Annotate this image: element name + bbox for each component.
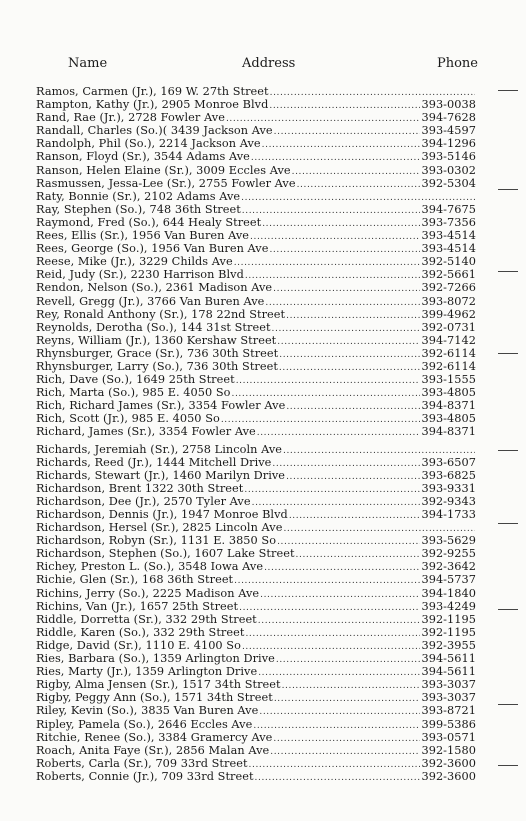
entry-name-address: Richardson, Brent 1322 30th Street	[36, 481, 244, 495]
dot-leader	[282, 680, 421, 691]
dot-leader	[252, 497, 421, 508]
entry-name-address: Roberts, Connie (Jr.), 709 33rd Street	[36, 769, 254, 783]
entry-phone: 399-5386	[421, 717, 476, 731]
entry-name-address: Ray, Stephen (So.), 748 36th Street	[36, 202, 241, 216]
entry-phone: 393-4514	[421, 242, 476, 256]
address-column-header: Address	[242, 56, 296, 71]
entry-phone: 394-1733	[421, 508, 476, 521]
entry-name-address: Randall, Charles (So.)( 3439 Jackson Ave	[36, 124, 273, 138]
dot-leader	[260, 589, 420, 600]
entry-name-address: Rey, Ronald Anthony (Sr.), 178 22nd Street	[36, 307, 286, 321]
directory-entry	[36, 626, 476, 639]
entry-name-address: Richins, Van (Jr.), 1657 25th Street	[36, 599, 239, 613]
entry-phone: 392-6114	[421, 359, 476, 373]
dot-leader	[226, 113, 421, 124]
dot-leader	[236, 375, 421, 386]
entry-phone: 393-0302	[421, 163, 476, 177]
dot-leader	[234, 257, 421, 268]
directory-entry	[36, 321, 476, 334]
dot-leader	[258, 667, 420, 678]
entry-name-address: Roberts, Carla (Sr.), 709 33rd Street	[36, 756, 248, 770]
entry-phone: 399-4962	[421, 307, 476, 321]
dot-leader	[273, 733, 420, 744]
entry-phone: 394-5611	[421, 652, 476, 666]
margin-mark	[498, 609, 518, 610]
entry-name-address: Rigby, Alma Jensen (Sr.), 1517 34th Street	[36, 678, 281, 692]
margin-mark	[498, 523, 518, 524]
directory-entry	[36, 177, 476, 190]
directory-entry	[36, 216, 476, 229]
entry-phone: 394-5737	[421, 573, 476, 587]
directory-entry	[36, 757, 476, 770]
dot-leader	[292, 166, 421, 177]
entry-name-address: Ripley, Pamela (So.), 2646 Eccles Ave	[36, 717, 253, 731]
dot-leader	[277, 536, 420, 547]
directory-entry	[36, 360, 476, 373]
directory-entry	[36, 731, 476, 744]
dot-leader	[270, 746, 420, 757]
entry-phone: 393-6825	[421, 468, 476, 482]
name-column-header: Name	[68, 56, 108, 71]
dot-leader	[241, 192, 475, 203]
entry-phone: 394-8371	[421, 425, 476, 439]
directory-entry	[36, 399, 476, 412]
dot-leader	[259, 706, 420, 717]
dot-leader	[276, 654, 421, 665]
entry-name-address: Ritchie, Renee (So.), 3384 Gramercy Ave	[36, 730, 273, 744]
entry-name-address: Richey, Preston L. (So.), 3548 Iowa Ave	[36, 560, 264, 574]
entry-name-address: Ramos, Carmen (Jr.), 169 W. 27th Street	[36, 85, 269, 98]
directory-entry	[36, 124, 476, 137]
entry-phone: 394-8371	[421, 399, 476, 413]
column-header	[36, 56, 478, 74]
directory-entry	[36, 639, 476, 652]
directory-entry	[36, 704, 476, 717]
entry-name-address: Richardson, Hersel (Sr.), 2825 Lincoln Ave	[36, 521, 283, 535]
directory-entry	[36, 508, 476, 521]
entry-phone: 392-3642	[421, 560, 476, 574]
entry-name-address: Richards, Jeremiah (Sr.), 2758 Lincoln Ave	[36, 442, 282, 456]
dot-leader	[245, 628, 420, 639]
dot-leader	[239, 602, 420, 613]
entry-phone: 393-8072	[421, 294, 476, 308]
directory-entry	[36, 242, 476, 255]
dot-leader	[244, 484, 420, 495]
directory-entry	[36, 521, 476, 534]
directory-entry	[36, 678, 476, 691]
dot-leader	[262, 139, 421, 150]
dot-leader	[279, 362, 421, 373]
dot-leader	[272, 323, 421, 334]
margin-mark	[498, 450, 518, 451]
entry-name-address: Rhynsburger, Grace (Sr.), 736 30th Street	[36, 346, 279, 360]
entry-phone: 393-4249	[421, 599, 476, 613]
directory-entry	[36, 373, 476, 386]
dot-leader	[296, 549, 421, 560]
directory-entry	[36, 691, 476, 704]
entry-name-address: Rich, Richard James (Sr.), 3354 Fowler Ave	[36, 399, 286, 413]
phone-column-header: Phone	[436, 56, 478, 71]
directory-entry	[36, 164, 476, 177]
directory-entry	[36, 98, 476, 111]
entry-phone: 393-1555	[421, 373, 476, 387]
dot-leader	[297, 179, 421, 190]
dot-leader	[249, 759, 421, 770]
entry-phone: 393-8721	[421, 704, 476, 718]
directory-entry	[36, 150, 476, 163]
entry-name-address: Rees, Ellis (Sr.), 1956 Van Buren Ave	[36, 229, 250, 243]
entry-phone: 392-1195	[421, 625, 476, 639]
entry-name-address: Reyns, William (Jr.), 1360 Kershaw Street	[36, 333, 277, 347]
entry-phone: 393-9331	[421, 481, 476, 495]
entry-name-address: Rampton, Kathy (Jr.), 2905 Monroe Blvd	[36, 98, 269, 112]
entry-phone: 393-5146	[421, 150, 476, 164]
directory-entry	[36, 281, 476, 294]
entry-phone: 392-1580	[421, 743, 476, 757]
entry-name-address: Randolph, Phil (So.), 2214 Jackson Ave	[36, 137, 261, 151]
entry-name-address: Richardson, Robyn (Sr.), 1131 E. 3850 So	[36, 534, 277, 548]
entry-name-address: Richards, Stewart (Jr.), 1460 Marilyn Drive	[36, 468, 286, 482]
dot-leader	[250, 231, 420, 242]
directory-entry	[36, 587, 476, 600]
dot-leader	[265, 297, 420, 308]
dot-leader	[242, 641, 421, 652]
entry-phone: 392-7266	[421, 281, 476, 295]
directory-entry	[36, 255, 476, 268]
margin-mark	[498, 90, 518, 91]
entry-name-address: Riley, Kevin (So.), 3835 Van Buren Ave	[36, 704, 259, 718]
dot-leader	[270, 87, 475, 98]
directory-entry	[36, 203, 476, 216]
margin-mark	[498, 765, 518, 766]
dot-leader	[234, 575, 420, 586]
directory-entry	[36, 744, 476, 757]
entry-phone: 392-3600	[421, 756, 476, 770]
entry-name-address: Rich, Marta (So.), 985 E. 4050 So	[36, 386, 231, 400]
entry-phone: 392-5140	[421, 255, 476, 269]
directory-entry	[36, 482, 476, 495]
entry-name-address: Rasmussen, Jessa-Lee (Sr.), 2755 Fowler Ave	[36, 176, 296, 190]
entry-name-address: Rich, Scott (Jr.), 985 E. 4050 So	[36, 412, 220, 426]
dot-leader	[277, 336, 420, 347]
directory-entry	[36, 229, 476, 242]
margin-marks	[498, 0, 520, 821]
entry-phone: 393-3037	[421, 691, 476, 705]
directory-entry	[36, 386, 476, 399]
dot-leader	[283, 523, 475, 534]
entry-name-address: Richins, Jerry (So.), 2225 Madison Ave	[36, 586, 260, 600]
margin-mark	[498, 704, 518, 705]
dot-leader	[257, 427, 421, 438]
dot-leader	[286, 401, 420, 412]
dot-leader	[273, 283, 420, 294]
entry-phone: 393-4805	[421, 386, 476, 400]
entry-phone: 392-9255	[421, 547, 476, 561]
directory-entry	[36, 560, 476, 573]
entry-phone: 393-0038	[421, 98, 476, 112]
dot-leader	[272, 458, 420, 469]
entry-name-address: Richard, James (Sr.), 3354 Fowler Ave	[36, 425, 256, 439]
dot-leader	[264, 562, 420, 573]
directory-entry	[36, 456, 476, 469]
entry-name-address: Riddle, Dorretta (Sr.), 332 29th Street	[36, 612, 257, 626]
entry-phone: 393-7356	[421, 215, 476, 229]
directory-list	[36, 85, 476, 783]
dot-leader	[255, 772, 421, 783]
entry-name-address: Reid, Judy (Sr.), 2230 Harrison Blvd	[36, 268, 244, 282]
dot-leader	[232, 388, 421, 399]
dot-leader	[274, 693, 421, 704]
directory-entry	[36, 443, 476, 456]
entry-phone: 394-7628	[421, 111, 476, 125]
entry-name-address: Ries, Barbara (So.), 1359 Arlington Drive	[36, 652, 275, 666]
dot-leader	[286, 471, 420, 482]
dot-leader	[283, 445, 475, 456]
entry-name-address: Richardson, Dennis (Jr.), 1947 Monroe Blvd	[36, 508, 288, 521]
directory-entry	[36, 495, 476, 508]
entry-phone: 394-1840	[421, 586, 476, 600]
margin-mark	[498, 353, 518, 354]
entry-phone: 392-5661	[421, 268, 476, 282]
entry-phone: 393-5629	[421, 534, 476, 548]
entry-name-address: Ranson, Helen Elaine (Sr.), 3009 Eccles Ave	[36, 163, 291, 177]
entry-name-address: Rich, Dave (So.), 1649 25th Street	[36, 373, 235, 387]
entry-name-address: Richards, Reed (Jr.), 1444 Mitchell Drive	[36, 455, 272, 469]
entry-name-address: Rendon, Nelson (So.), 2361 Madison Ave	[36, 281, 273, 295]
entry-name-address: Richardson, Stephen (So.), 1607 Lake Street	[36, 547, 295, 561]
entry-phone: 393-4514	[421, 229, 476, 243]
entry-name-address: Rigby, Peggy Ann (So.), 1571 34th Street	[36, 691, 273, 705]
directory-entry	[36, 652, 476, 665]
directory-entry	[36, 469, 476, 482]
entry-name-address: Raty, Bonnie (Sr.), 2102 Adams Ave	[36, 189, 241, 203]
directory-entry	[36, 665, 476, 678]
entry-name-address: Rhynsburger, Larry (So.), 736 30th Street	[36, 359, 278, 373]
directory-entry	[36, 334, 476, 347]
dot-leader	[269, 244, 420, 255]
entry-name-address: Richardson, Dee (Jr.), 2570 Tyler Ave	[36, 494, 251, 508]
entry-phone: 394-7142	[421, 333, 476, 347]
dot-leader	[279, 349, 420, 360]
dot-leader	[242, 205, 421, 216]
entry-name-address: Reese, Mike (Jr.), 3229 Childs Ave	[36, 255, 233, 269]
entry-name-address: Richie, Glen (Sr.), 168 36th Street	[36, 573, 234, 587]
directory-entry	[36, 308, 476, 321]
entry-name-address: Revell, Gregg (Jr.), 3766 Van Buren Ave	[36, 294, 265, 308]
directory-entry	[36, 613, 476, 626]
entry-name-address: Rand, Rae (Jr.), 2728 Fowler Ave	[36, 111, 225, 125]
entry-phone: 392-5304	[421, 176, 476, 190]
directory-entry	[36, 85, 476, 98]
directory-entry	[36, 137, 476, 150]
entry-name-address: Roach, Anita Faye (Sr.), 2856 Malan Ave	[36, 743, 270, 757]
entry-name-address: Ries, Marty (Jr.), 1359 Arlington Drive	[36, 665, 258, 679]
entry-phone: 392-3600	[421, 769, 476, 783]
dot-leader	[221, 414, 421, 425]
entry-name-address: Rees, George (So.), 1956 Van Buren Ave	[36, 242, 269, 256]
entry-phone: 392-1195	[421, 612, 476, 626]
directory-entry	[36, 534, 476, 547]
entry-phone: 393-3037	[421, 678, 476, 692]
entry-phone: 394-7675	[421, 202, 476, 216]
directory-entry	[36, 718, 476, 731]
entry-phone: 393-4805	[421, 412, 476, 426]
dot-leader	[262, 218, 420, 229]
margin-mark	[498, 271, 518, 272]
margin-mark	[498, 189, 518, 190]
directory-entry	[36, 412, 476, 425]
directory-entry	[36, 770, 476, 783]
entry-phone: 393-6507	[421, 455, 476, 469]
directory-entry	[36, 295, 476, 308]
dot-leader	[258, 615, 421, 626]
entry-phone: 394-5611	[421, 665, 476, 679]
directory-entry	[36, 600, 476, 613]
entry-phone: 392-9343	[421, 494, 476, 508]
entry-name-address: Riddle, Karen (So.), 332 29th Street	[36, 625, 245, 639]
directory-entry	[36, 573, 476, 586]
directory-entry	[36, 425, 476, 438]
directory-entry	[36, 268, 476, 281]
dot-leader	[274, 126, 421, 137]
entry-name-address: Ridge, David (Sr.), 1110 E. 4100 So	[36, 638, 241, 652]
directory-entry	[36, 190, 476, 203]
dot-leader	[289, 510, 421, 521]
entry-phone: 392-6114	[421, 346, 476, 360]
dot-leader	[245, 270, 421, 281]
entry-phone: 393-4597	[421, 124, 476, 138]
dot-leader	[253, 720, 420, 731]
dot-leader	[269, 100, 420, 111]
entry-phone: 393-0571	[421, 730, 476, 744]
entry-name-address: Reynolds, Derotha (So.), 144 31st Street	[36, 320, 271, 334]
directory-entry	[36, 547, 476, 560]
entry-phone: 394-1296	[421, 137, 476, 151]
entry-phone: 392-3955	[421, 638, 476, 652]
directory-entry	[36, 111, 476, 124]
dot-leader	[286, 310, 420, 321]
entry-name-address: Raymond, Fred (So.), 644 Healy Street	[36, 215, 262, 229]
entry-name-address: Ranson, Floyd (Sr.), 3544 Adams Ave	[36, 150, 250, 164]
entry-phone: 392-0731	[421, 320, 476, 334]
dot-leader	[251, 152, 421, 163]
directory-entry	[36, 347, 476, 360]
